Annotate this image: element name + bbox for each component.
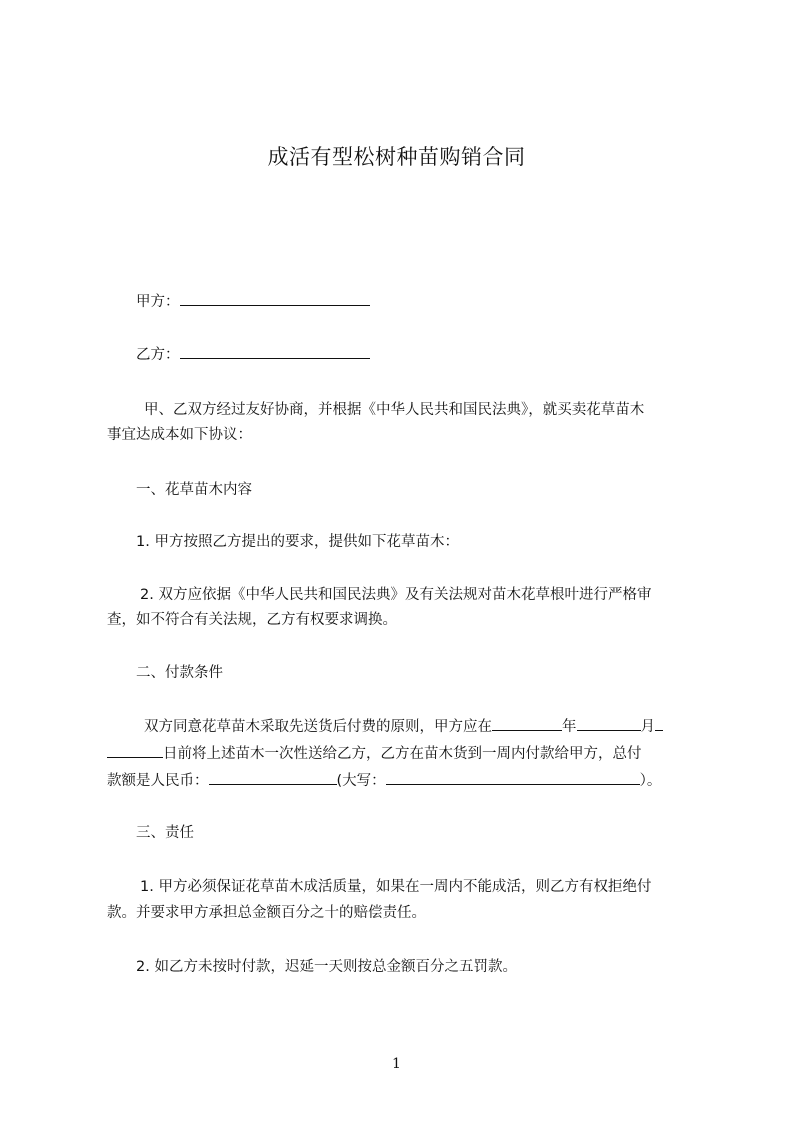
party-b-blank[interactable] <box>180 344 370 359</box>
section-1-item-2-line-2: 查，如不符合有关法规，乙方有权要求调换。 <box>107 612 397 628</box>
amount-close: ）。 <box>639 773 662 789</box>
amount-label: 款额是人民币： <box>107 773 209 789</box>
payment-text-a: 双方同意花草苗木采取先送货后付费的原则，甲方应在 <box>144 719 492 735</box>
party-a-line <box>136 291 736 312</box>
section-3-item-1-line-2: 款。并要求甲方承担总金额百分之十的赔偿责任。 <box>107 905 426 921</box>
section-1-item-2-line-1: 2. 双方应依据《中华人民共和国民法典》及有关法规对苗木花草根叶进行严格审 <box>140 587 652 603</box>
payment-text-b: 日前将上述苗木一次性送给乙方，乙方在苗木货到一周内付款给甲方，总付 <box>163 746 642 762</box>
section-3-item-2: 2. 如乙方未按时付款，迟延一天则按总金额百分之五罚款。 <box>136 959 517 975</box>
amount-words-blank[interactable] <box>386 770 640 785</box>
day-blank[interactable] <box>107 743 163 758</box>
day-blank-start[interactable] <box>655 716 663 731</box>
month-label: 月 <box>640 719 655 735</box>
amount-blank[interactable] <box>209 770 337 785</box>
section-3-heading: 三、责任 <box>136 825 194 841</box>
section-1-item-1: 1. 甲方按照乙方提出的要求，提供如下花草苗木： <box>136 534 459 550</box>
month-blank[interactable] <box>577 716 641 731</box>
intro-line-1: 甲、乙双方经过友好协商，并根据《中华人民共和国民法典》，就买卖花草苗木 <box>144 402 645 418</box>
section-3-item-1-line-1: 1. 甲方必须保证花草苗木成活质量，如果在一周内不能成活，则乙方有权拒绝付 <box>140 879 652 895</box>
party-b-label: 乙方： <box>136 347 180 363</box>
page-number: 1 <box>392 1056 401 1072</box>
party-a-blank[interactable] <box>180 291 370 306</box>
section-1-heading: 一、花草苗木内容 <box>136 482 252 498</box>
party-a-label: 甲方： <box>136 294 180 310</box>
party-b-line <box>136 344 736 365</box>
year-blank[interactable] <box>492 716 562 731</box>
intro-line-2: 事宜达成本如下协议： <box>107 427 252 443</box>
amount-words-label: (大写： <box>336 773 386 789</box>
payment-line-2 <box>107 743 707 764</box>
year-label: 年 <box>562 719 577 735</box>
payment-line-1 <box>144 716 744 737</box>
section-2-heading: 二、付款条件 <box>136 665 223 681</box>
page-title: 成活有型松树种苗购销合同 <box>267 145 526 169</box>
payment-line-3 <box>107 770 707 791</box>
